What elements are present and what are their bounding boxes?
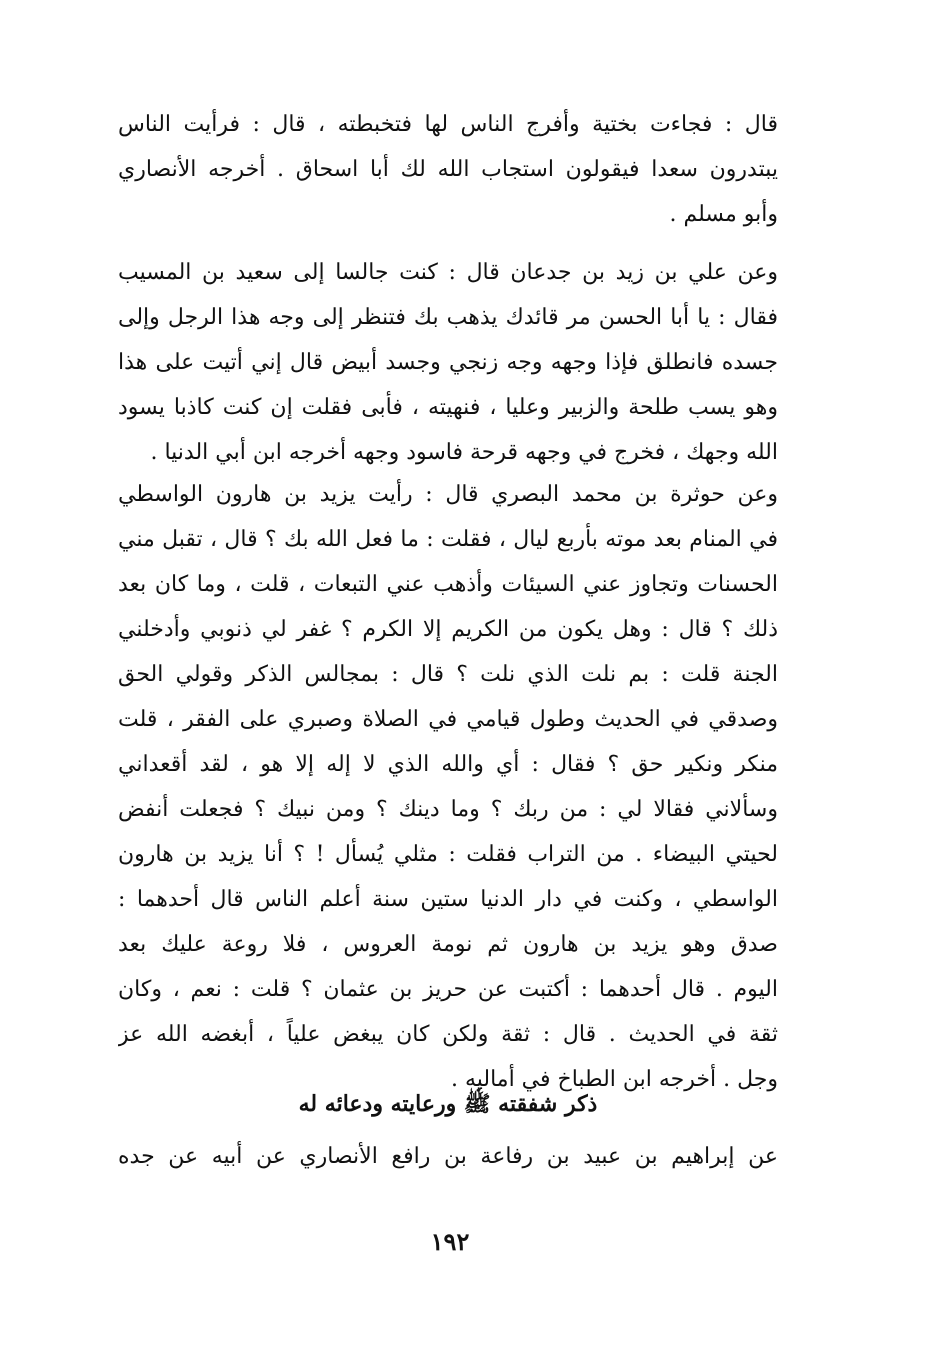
text-line: اليوم . قال أحدهما : أكتبت عن حريز بن عثمان ؟ قلت : نعم ، وكان	[118, 977, 778, 1002]
text-line: وعن حوثرة بن محمد البصري قال : رأيت يزيد بن هارون الواسطي	[118, 482, 778, 507]
section-heading: ذكر شفقته ﷺ ورعايته ودعائه له	[298, 1091, 598, 1117]
text-line: الواسطي ، وكنت في دار الدنيا ستين سنة أعلم الناس قال أحدهما :	[118, 887, 778, 912]
text-line: فقال : يا أبا الحسن مر قائدك يذهب بك فتنظر إلى وجه هذا الرجل وإلى	[118, 305, 778, 330]
page-number: ١٩٢	[430, 1227, 470, 1256]
text-line: لحيتي البيضاء . من التراب فقلت : مثلي يُسأل ! ؟ أنا يزيد بن هارون	[118, 842, 778, 867]
text-line: وصدقي في الحديث وطول قيامي في الصلاة وصبري على الفقر ، قلت	[118, 707, 778, 732]
text-line: وسألاني فقالا لي : من ربك ؟ وما دينك ؟ ومن نبيك ؟ فجعلت أنفض	[118, 797, 778, 822]
text-line: ذلك ؟ قال : وهل يكون من الكريم إلا الكرم ؟ غفر لي ذنوبي وأدخلني	[118, 617, 778, 642]
text-line: صدق وهو يزيد بن هارون ثم نومة العروس ، فلا روعة عليك بعد	[118, 932, 778, 957]
text-line: الحسنات وتجاوز عني السيئات وأذهب عني التبعات ، قلت ، وما كان بعد	[118, 572, 778, 597]
text-line: الله وجهك ، فخرج في وجهه قرحة فاسود وجهه أخرجه ابن أبي الدنيا .	[150, 440, 778, 465]
text-line: منكر ونكير حق ؟ فقال : أي والله الذي لا إله إلا هو ، لقد أقعداني	[118, 752, 778, 777]
text-line: في المنام بعد موته بأربع ليال ، فقلت : ما فعل الله بك ؟ قال ، تقبل مني	[118, 527, 778, 552]
text-line: يبتدرون سعدا فيقولون استجاب الله لك أبا اسحاق . أخرجه الأنصاري	[118, 157, 778, 182]
text-line: عن إبراهيم بن عبيد بن رفاعة بن رافع الأنصاري عن أبيه عن جده	[118, 1144, 778, 1169]
text-line: قال : فجاءت بختية وأفرج الناس لها فتخبطته ، قال : فرأيت الناس	[118, 112, 778, 137]
text-line: وهو يسب طلحة والزبير وعليا ، فنهيته ، فأبى فقلت إن كنت كاذبا يسود	[118, 395, 778, 420]
text-line: وأبو مسلم .	[669, 202, 778, 227]
paragraph-4	[118, 1134, 778, 1179]
text-line: الجنة قلت : بم نلت الذي نلت ؟ قال : بمجالس الذكر وقولي الحق	[118, 662, 778, 687]
paragraph-3	[118, 472, 778, 1102]
text-line: وعن علي بن زيد بن جدعان قال : كنت جالسا إلى سعيد بن المسيب	[118, 260, 778, 285]
text-line: وجل . أخرجه ابن الطباخ في أماليه .	[450, 1067, 778, 1092]
paragraph-2	[118, 250, 778, 475]
text-line: ثقة في الحديث . قال : ثقة ولكن كان يبغض علياً ، أبغضه الله عز	[118, 1022, 778, 1047]
text-line: جسده فانطلق فإذا وجهه وجه زنجي وجسد أبيض قال إني أتيت على هذا	[118, 350, 778, 375]
paragraph-1	[118, 102, 778, 237]
